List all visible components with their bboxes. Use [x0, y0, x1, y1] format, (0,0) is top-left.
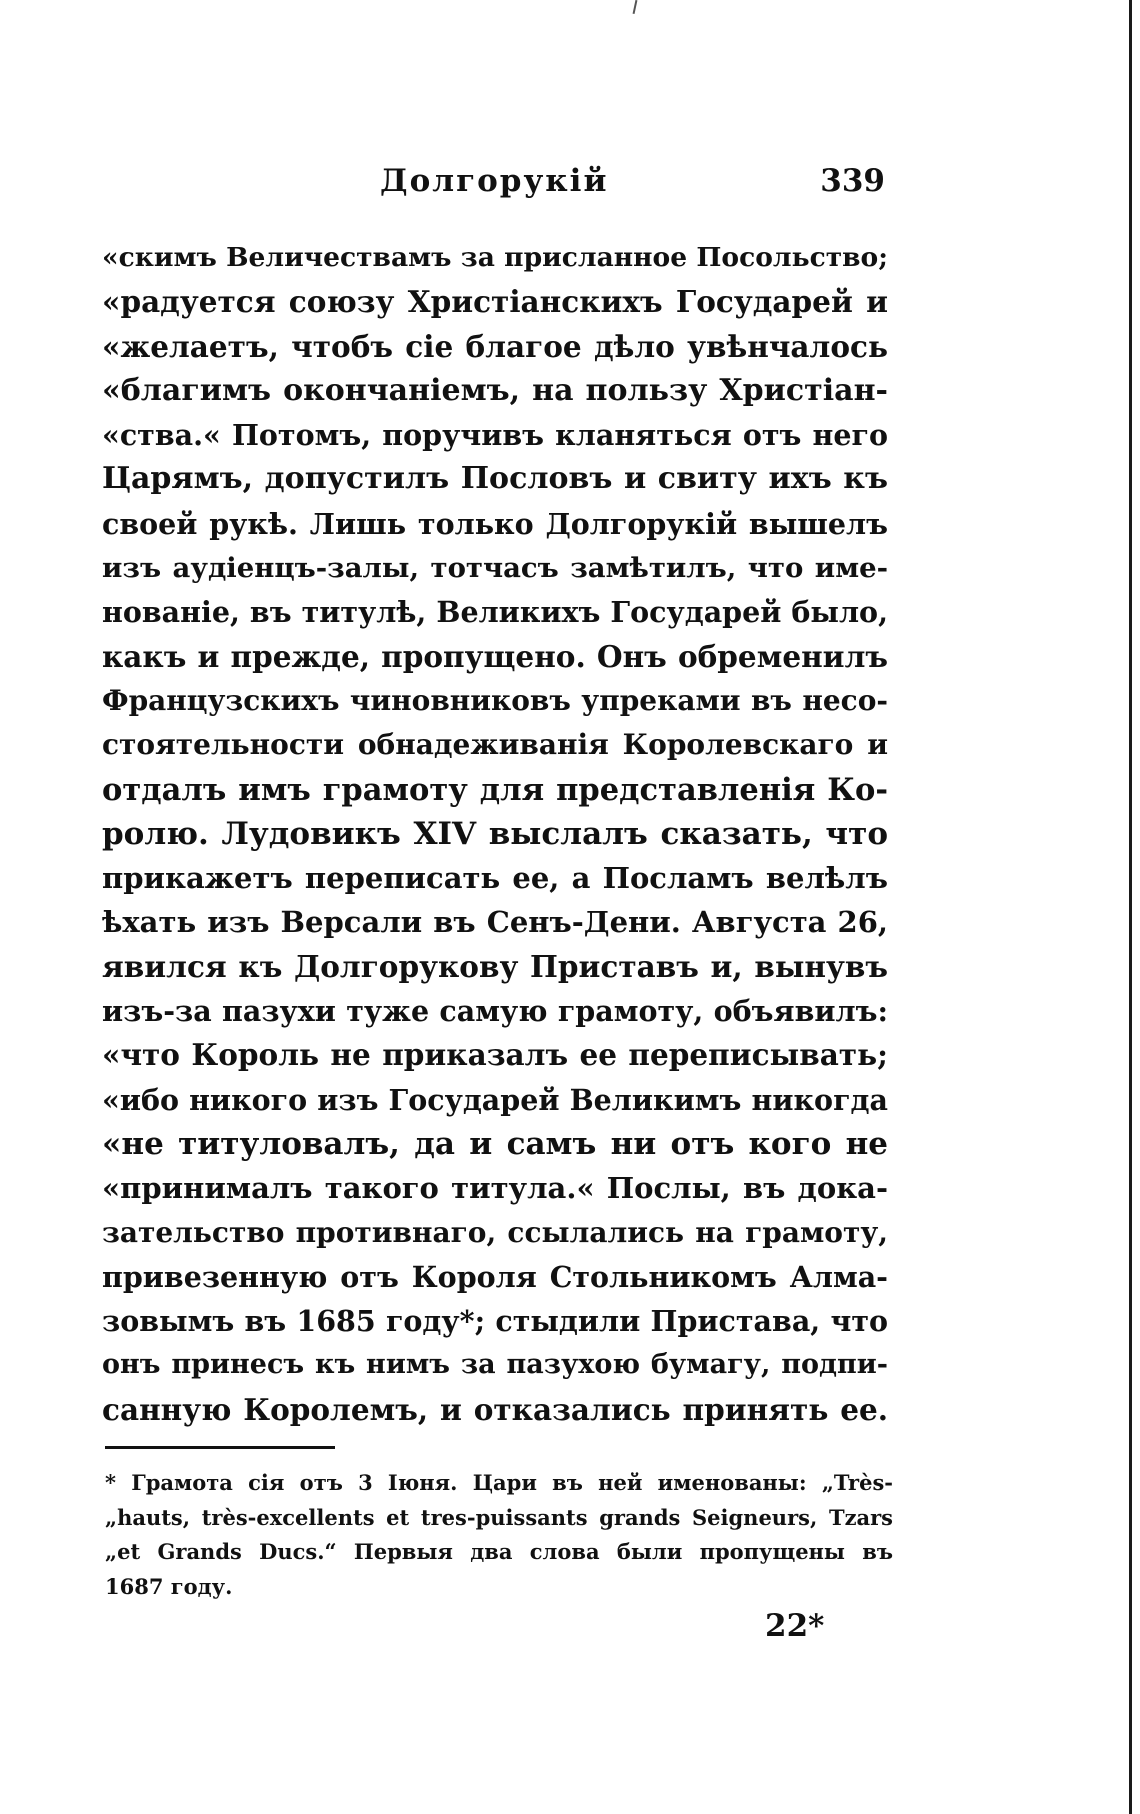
- footnote-line: 1687 году.: [105, 1573, 233, 1599]
- text-line: «ства.« Потомъ, поручивъ кланяться отъ него: [102, 418, 888, 453]
- text-line: зовымъ въ 1685 году*; стыдили Пристава, что: [102, 1304, 888, 1339]
- text-line: какъ и прежде, пропущено. Онъ обременилъ: [102, 638, 888, 674]
- text-line: «не титуловалъ, да и самъ ни отъ кого не: [102, 1125, 888, 1162]
- text-line: отдалъ имъ грамоту для представленія Ко-: [102, 771, 888, 808]
- running-head: [105, 163, 885, 203]
- text-line: «благимъ окончаніемъ, на пользу Христіан-: [102, 372, 888, 408]
- text-line: нованіе, въ титулѣ, Великихъ Государей было,: [102, 595, 888, 630]
- footnote-rule: [105, 1446, 335, 1449]
- text-line: «ибо никого изъ Государей Великимъ никогда: [102, 1082, 888, 1117]
- signature-mark: 22*: [765, 1608, 825, 1644]
- text-line: онъ принесъ къ нимъ за пазухою бумагу, подпи-: [102, 1349, 888, 1381]
- text-line: «скимъ Величествамъ за присланное Посольство;: [102, 242, 888, 273]
- page-edge-line: [1129, 0, 1132, 1814]
- text-line: прикажетъ переписать ее, а Посламъ велѣлъ: [102, 861, 888, 896]
- text-line: «желаетъ, чтобъ сіе благое дѣло увѣнчалось: [102, 328, 888, 364]
- text-line: привезенную отъ Короля Стольникомъ Алма-: [102, 1259, 888, 1294]
- text-line: Царямъ, допустилъ Пословъ и свиту ихъ къ: [102, 461, 888, 497]
- text-line: явился къ Долгорукову Приставъ и, вынувъ: [102, 948, 888, 984]
- text-line: изъ аудіенцъ-залы, тотчасъ замѣтилъ, что име-: [102, 552, 888, 585]
- footnote-line: „et Grands Ducs.“ Первыя два слова были пропущены въ: [105, 1539, 893, 1564]
- text-line: зательство противнаго, ссылались на грамоту,: [102, 1215, 888, 1249]
- text-line: «принималъ такого титула.« Послы, въ дока-: [102, 1171, 888, 1206]
- text-line: изъ-за пазухи туже самую грамоту, объявилъ:: [102, 994, 888, 1029]
- text-line: санную Королемъ, и отказались принять ее.: [102, 1391, 888, 1427]
- text-line: ѣхать изъ Версали въ Сенъ-Дени. Августа 26,: [102, 905, 888, 940]
- page-number: 339: [820, 163, 885, 199]
- top-tick-mark: [633, 0, 638, 14]
- footnotes: [105, 1466, 893, 1604]
- text-line: ролю. Лудовикъ XIV выслалъ сказать, что: [102, 815, 888, 852]
- text-line: своей рукѣ. Лишь только Долгорукій вышелъ: [102, 506, 888, 541]
- body-text: [102, 236, 888, 1432]
- footnote-line: „hauts, très-excellents et tres-puissants grands Seigneurs, Tzars: [105, 1504, 893, 1530]
- running-head-title: Долгорукій: [380, 163, 609, 199]
- text-line: Французскихъ чиновниковъ упреками въ несо-: [102, 683, 888, 717]
- text-line: «радуется союзу Христіанскихъ Государей и: [102, 284, 888, 320]
- text-line: «что Король не приказалъ ее переписывать;: [102, 1037, 888, 1073]
- text-line: стоятельности обнадеживанія Королевскаго и: [102, 728, 888, 762]
- footnote-line: * Грамота сія отъ 3 Іюня. Цари въ ней именованы: „Très-: [105, 1470, 893, 1495]
